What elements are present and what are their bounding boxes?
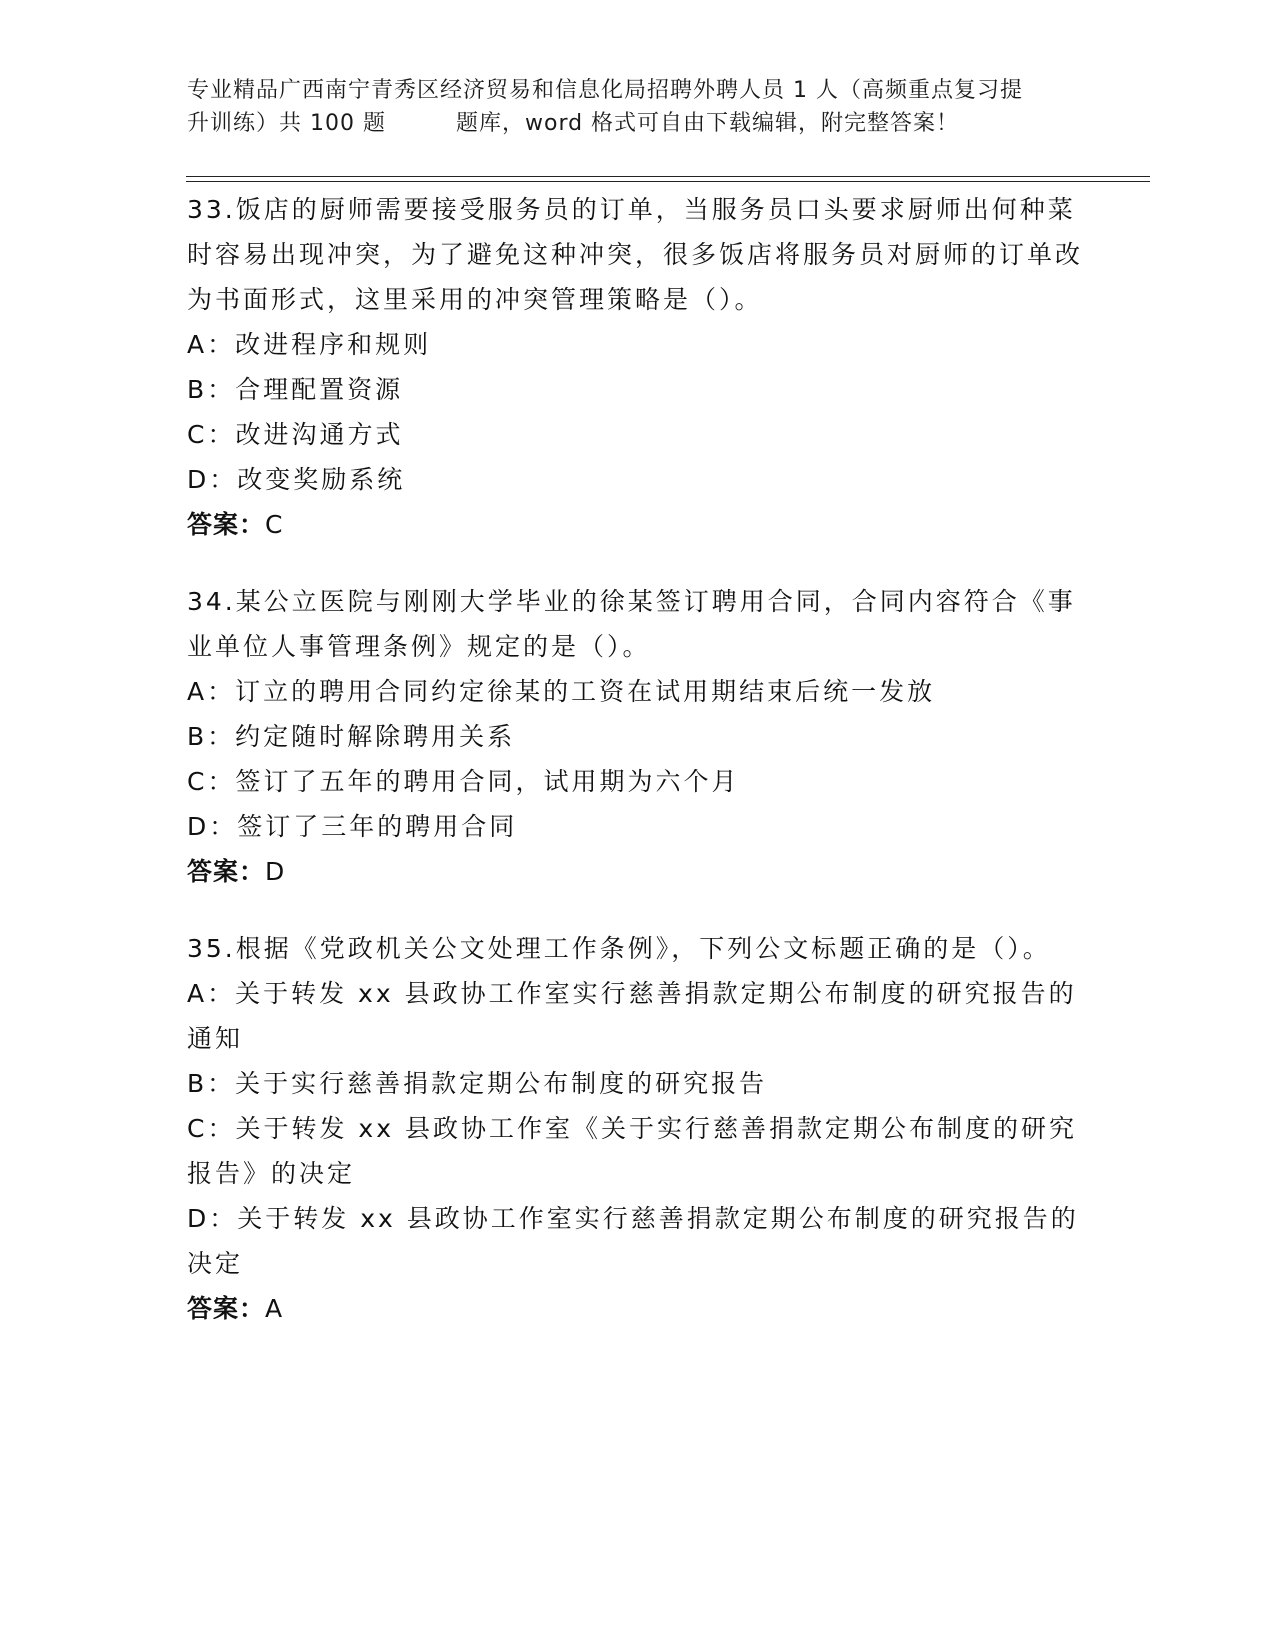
question-text: 34.某公立医院与刚刚大学毕业的徐某签订聘用合同，合同内容符合《事业单位人事管理条例》规定的是（）。: [187, 587, 1076, 661]
document-header: [187, 74, 1087, 140]
answer-line: [187, 849, 1087, 894]
question-35: [187, 926, 1087, 1331]
answer-value: D: [265, 857, 286, 886]
option-b: B：合理配置资源: [187, 375, 404, 404]
option-d: D：改变奖励系统: [187, 465, 406, 494]
answer-label: 答案：: [187, 1294, 266, 1323]
question-34: [187, 579, 1087, 894]
answer-label: 答案：: [187, 857, 266, 886]
option-a: A：订立的聘用合同约定徐某的工资在试用期结束后统一发放: [187, 677, 936, 706]
option-c: C：签订了五年的聘用合同，试用期为六个月: [187, 767, 740, 796]
option-d: D：关于转发 xx 县政协工作室实行慈善捐款定期公布制度的研究报告的决定: [187, 1204, 1079, 1278]
option-c: C：改进沟通方式: [187, 420, 404, 449]
option-a: A：关于转发 xx 县政协工作室实行慈善捐款定期公布制度的研究报告的通知: [187, 979, 1077, 1053]
question-list: [187, 187, 1087, 1363]
header-divider-top: [186, 176, 1150, 177]
header-line-2: [187, 107, 1087, 140]
option-d: D：签订了三年的聘用合同: [187, 812, 518, 841]
header-divider-bottom: [186, 181, 1150, 182]
option-b: B：约定随时解除聘用关系: [187, 722, 516, 751]
option-b: B：关于实行慈善捐款定期公布制度的研究报告: [187, 1069, 768, 1098]
header-line-1: 专业精品广西南宁青秀区经济贸易和信息化局招聘外聘人员 1 人（高频重点复习提: [187, 78, 1023, 103]
answer-value: C: [265, 510, 284, 539]
header-line-2-right: 题库，word 格式可自由下载编辑，附完整答案！: [455, 111, 960, 136]
option-c: C：关于转发 xx 县政协工作室《关于实行慈善捐款定期公布制度的研究报告》的决定: [187, 1114, 1077, 1188]
header-line-2-left: 升训练）共 100 题: [187, 111, 386, 136]
question-text: 35.根据《党政机关公文处理工作条例》，下列公文标题正确的是（）。: [187, 934, 1051, 963]
answer-line: [187, 502, 1087, 547]
option-a: A：改进程序和规则: [187, 330, 432, 359]
answer-label: 答案：: [187, 510, 266, 539]
answer-line: [187, 1286, 1087, 1331]
question-33: [187, 187, 1087, 547]
question-text: 33.饭店的厨师需要接受服务员的订单，当服务员口头要求厨师出何种菜时容易出现冲突，为了避免这种冲突，很多饭店将服务员对厨师的订单改为书面形式，这里采用的冲突管理策略是（）。: [187, 195, 1084, 314]
answer-value: A: [265, 1294, 284, 1323]
